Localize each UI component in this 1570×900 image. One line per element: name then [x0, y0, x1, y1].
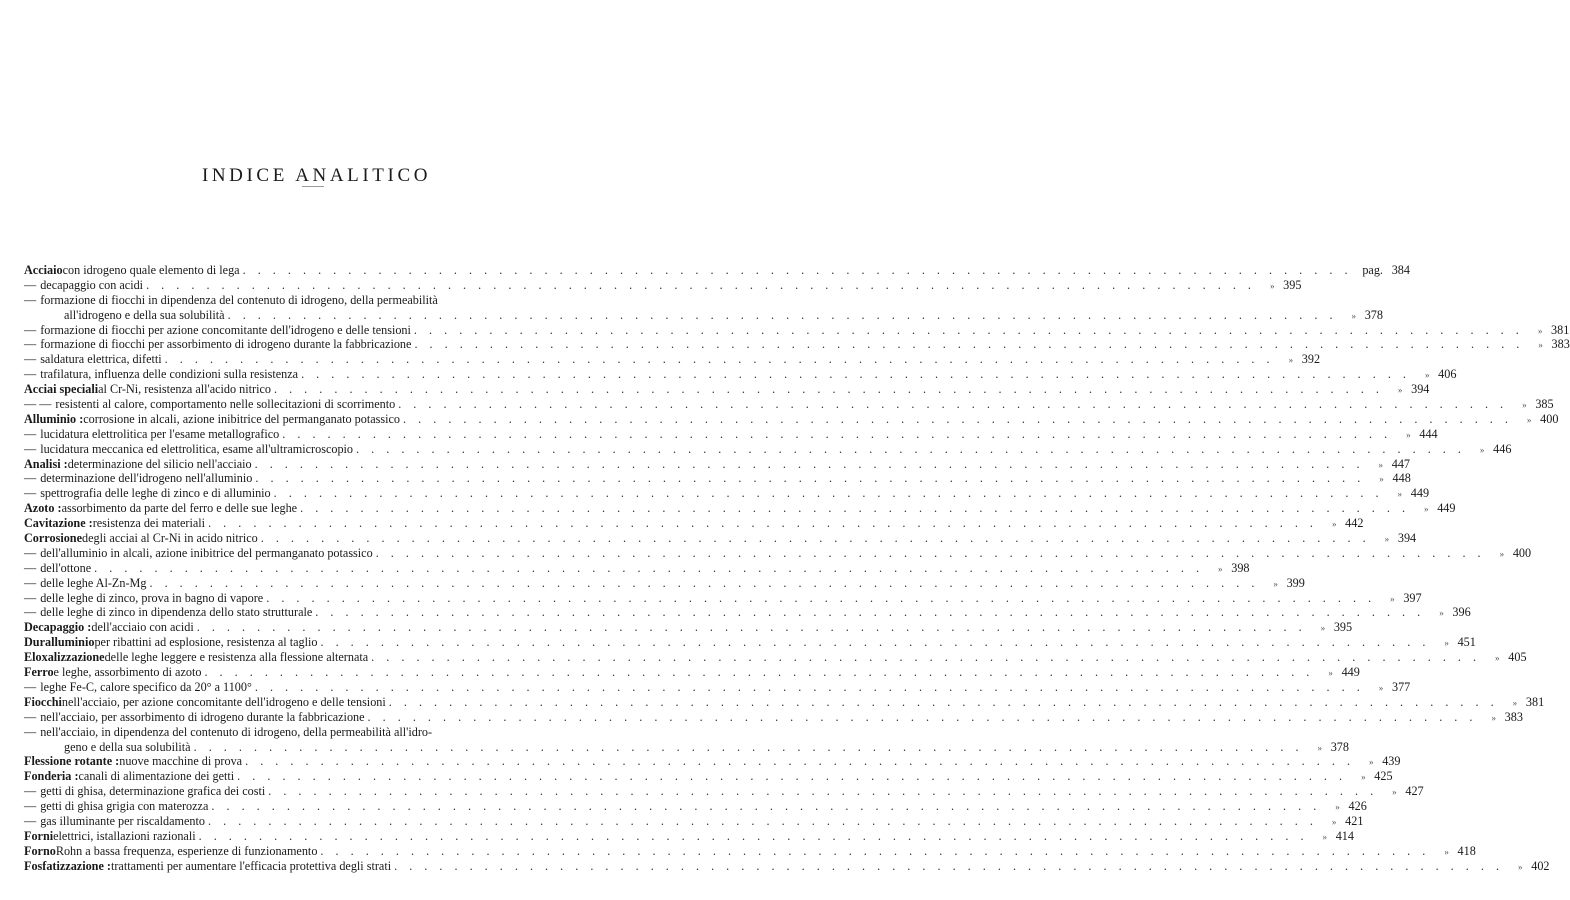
page-number: 405: [1508, 650, 1527, 665]
title-divider: [302, 186, 324, 187]
index-entry: [24, 665, 1360, 680]
entry-dash: —: [24, 605, 37, 620]
page-number: 383: [1504, 709, 1523, 724]
dot-leader: [274, 382, 1383, 397]
dot-leader: [165, 352, 1274, 367]
page-ref-marker: »: [1495, 653, 1500, 664]
page-ref-marker: »: [1479, 444, 1485, 455]
page-number: 396: [1452, 605, 1471, 620]
entry-text: dell'ottone: [40, 560, 92, 575]
index-entry: [24, 694, 1545, 710]
page-number: 448: [1392, 471, 1411, 486]
entry-dash: —: [24, 337, 37, 352]
entry-text: spettrografia delle leghe di zinco e di alluminio: [40, 486, 271, 501]
page-ref-marker: »: [1499, 548, 1505, 559]
entry-text: formazione di fiocchi per azione concomitante dell'idrogeno e delle tensioni: [40, 322, 411, 337]
dot-leader: [268, 784, 1377, 799]
dot-leader: [301, 367, 1410, 382]
page-ref-marker: »: [1392, 787, 1397, 798]
dot-leader: [199, 829, 1308, 844]
entry-heading: Flessione rotante :: [24, 754, 120, 769]
page-number: 397: [1403, 590, 1422, 605]
dot-leader: [300, 501, 1409, 516]
index-entry: [24, 501, 1456, 516]
index-entry: [24, 337, 1570, 352]
dot-leader: [282, 427, 1391, 442]
index-entry: [24, 516, 1364, 531]
entry-heading: Cavitazione :: [24, 516, 93, 531]
dot-leader: [403, 412, 1512, 427]
page-ref-marker: »: [1320, 623, 1326, 634]
page-ref-marker: »: [1512, 697, 1518, 708]
entry-text: getti di ghisa, determinazione grafica dei costi: [40, 784, 266, 799]
page-ref-marker: »: [1397, 385, 1403, 396]
dot-leader: [228, 308, 1337, 323]
page-ref-marker: »: [1397, 489, 1403, 500]
entry-text: trattamenti per aumentare l'efficacia protettiva degli strati: [110, 858, 392, 873]
entry-dash: —: [24, 545, 37, 560]
page-ref-marker: »: [1423, 504, 1429, 515]
entry-text: determinazione del silicio nell'acciaio: [67, 456, 252, 471]
entry-dash: —: [24, 560, 37, 575]
page-ref-marker: »: [1491, 712, 1496, 723]
entry-heading: Eloxalizzazione: [24, 650, 105, 665]
page-number: 406: [1438, 367, 1457, 382]
entry-dash: —: [24, 441, 37, 456]
entry-text: delle leghe leggere e resistenza alla flessione alternata: [104, 650, 369, 665]
index-entry: [24, 397, 1554, 412]
page-ref-marker: »: [1351, 310, 1356, 321]
entry-text: Rohn a bassa frequenza, esperienze di funzionamento: [55, 843, 318, 858]
dot-leader: [204, 665, 1313, 680]
entry-text: per ribattini ad esplosione, resistenza al taglio: [94, 635, 318, 650]
page-ref-marker: »: [1331, 519, 1337, 530]
page-ref-marker: »: [1538, 340, 1543, 351]
entry-text: resistenti al calore, comportamento nelle sollecitazioni di scorrimento: [55, 397, 396, 412]
entry-dash: —: [24, 352, 37, 367]
index-entry: [24, 560, 1250, 576]
page-ref-marker: »: [1444, 846, 1449, 857]
entry-text: lucidatura elettrolitica per l'esame metallografico: [40, 426, 280, 441]
entry-heading: Duralluminio: [24, 635, 95, 650]
entry-heading: Fiocchi: [24, 694, 62, 709]
page-number: 378: [1364, 307, 1383, 322]
index-entry: [24, 471, 1411, 486]
dot-leader: [414, 323, 1523, 338]
dot-leader: [208, 516, 1317, 531]
entry-text: delle leghe di zinco, prova in bagno di vapore: [40, 590, 264, 605]
index-entry: [24, 411, 1559, 427]
page-number: 400: [1540, 411, 1559, 426]
entry-heading: Forni: [24, 828, 54, 843]
entry-text: dell'alluminio in alcali, azione inibitrice del permanganato potassico: [40, 545, 373, 560]
index-entry: [24, 650, 1527, 665]
entry-text: all'idrogeno e della sua solubilità: [64, 307, 225, 322]
page-number: 425: [1374, 769, 1393, 784]
page-number: 381: [1551, 322, 1570, 337]
entry-text: saldatura elettrica, difetti: [40, 352, 162, 367]
index-entry: [24, 635, 1476, 650]
page-ref-marker: »: [1331, 816, 1337, 827]
page-ref-marker: pag.: [1362, 263, 1383, 277]
page-number: 451: [1457, 635, 1476, 650]
page-ref-marker: »: [1335, 802, 1340, 813]
entry-text: assorbimento da parte del ferro e delle sue leghe: [61, 501, 298, 516]
page-number: 399: [1286, 575, 1305, 590]
dot-leader: [356, 442, 1465, 457]
entry-text: resistenza dei materiali: [92, 516, 206, 531]
page-ref-marker: »: [1368, 757, 1374, 768]
index-entry: [24, 590, 1422, 606]
page-number: 449: [1341, 665, 1360, 680]
dot-leader: [146, 278, 1255, 293]
index-entry: [24, 367, 1457, 382]
page-number: 444: [1419, 426, 1438, 441]
dot-leader: [211, 799, 1320, 814]
entry-heading: Acciai speciali: [24, 382, 99, 397]
dot-leader: [245, 754, 1354, 769]
entry-dash: —: [24, 575, 37, 590]
page-ref-marker: »: [1378, 459, 1383, 470]
entry-heading: Corrosione: [24, 531, 82, 546]
dot-leader: [237, 769, 1346, 784]
entry-heading: Ferro: [24, 665, 54, 680]
page-number: 439: [1382, 754, 1401, 769]
entry-text: formazione di fiocchi per assorbimento di idrogeno durante la fabbricazione: [40, 337, 412, 352]
entry-text: elettrici, istallazioni razionali: [53, 828, 196, 843]
entry-heading: Alluminio :: [24, 411, 84, 426]
entry-text: nuove macchine di prova: [119, 754, 243, 769]
index-entry: [24, 456, 1410, 472]
page-number: 383: [1551, 337, 1570, 352]
index-entry: [24, 486, 1430, 501]
dot-leader: [255, 471, 1364, 486]
page-number: 402: [1531, 858, 1550, 873]
page-number: 377: [1391, 679, 1411, 694]
index-entry: [24, 620, 1353, 635]
entry-dash: —: [24, 709, 37, 724]
index-entry: [24, 725, 587, 740]
index-entry: [24, 813, 1364, 829]
dot-leader: [394, 859, 1503, 874]
page-number: 394: [1411, 382, 1430, 397]
index-entry: [24, 382, 1430, 397]
dot-leader: [194, 740, 1303, 755]
dot-leader: [320, 635, 1429, 650]
entry-heading: Acciaio: [24, 263, 63, 277]
index-entry: [24, 858, 1550, 874]
entry-text: delle leghe di zinco in dipendenza dello stato strutturale: [40, 605, 313, 620]
index-entry: [24, 575, 1305, 591]
page-number: 392: [1301, 352, 1321, 367]
entry-dash: —: [24, 799, 37, 814]
dot-leader: [368, 710, 1477, 725]
dot-leader: [389, 695, 1498, 710]
index-entry: [24, 799, 1367, 814]
entry-dash: —: [24, 277, 37, 292]
page-ref-marker: »: [1288, 355, 1294, 366]
entry-dash: —: [24, 724, 37, 739]
entry-heading: Forno: [24, 843, 56, 858]
page-number: 418: [1457, 843, 1476, 858]
dot-leader: [208, 814, 1317, 829]
page-number: 426: [1348, 799, 1367, 814]
entry-dash: —: [24, 367, 37, 382]
page-number: 427: [1405, 784, 1424, 799]
dot-leader: [261, 531, 1370, 546]
entry-text: decapaggio con acidi: [40, 277, 144, 292]
page-number: 378: [1330, 739, 1349, 754]
entry-text: canali di alimentazione dei getti: [78, 769, 235, 784]
page-ref-marker: »: [1273, 578, 1278, 589]
index-entry: [24, 352, 1321, 367]
entry-dash: —: [24, 486, 37, 501]
dot-leader: [197, 620, 1306, 635]
page-number: 381: [1525, 694, 1545, 709]
page-number: 398: [1231, 560, 1250, 575]
entry-dash: —: [24, 590, 37, 605]
entry-text: delle leghe Al-Zn-Mg: [40, 575, 147, 590]
index-entry: [24, 531, 1417, 546]
entry-heading: Analisi :: [24, 456, 68, 471]
page-number: 384: [1391, 263, 1410, 277]
entry-heading: Fosfatizzazione :: [24, 858, 111, 873]
index-list: [24, 263, 1570, 874]
page-number: 385: [1535, 397, 1554, 412]
page-number: 449: [1437, 501, 1456, 516]
index-entry: [24, 828, 1354, 844]
dot-leader: [149, 576, 1258, 591]
index-entry: [24, 277, 1302, 293]
page-number: 395: [1333, 620, 1353, 635]
entry-text: determinazione dell'idrogeno nell'alluminio: [40, 471, 253, 486]
dot-leader: [320, 844, 1429, 859]
dot-leader: [266, 591, 1375, 606]
page-ref-marker: »: [1518, 861, 1523, 872]
entry-dash: —: [24, 292, 37, 307]
dot-leader: [255, 680, 1364, 695]
entry-text: getti di ghisa grigia con materozza: [40, 799, 209, 814]
entry-heading: Decapaggio :: [24, 620, 92, 635]
entry-dash: —: [24, 322, 37, 337]
entry-text: al Cr-Ni, resistenza all'acido nitrico: [98, 382, 271, 397]
entry-dash: —: [24, 679, 37, 694]
page-number: 442: [1345, 516, 1364, 531]
index-entry: [24, 843, 1476, 859]
page-number: 395: [1283, 277, 1302, 292]
page-ref-marker: »: [1378, 682, 1384, 693]
entry-dash: — —: [24, 397, 52, 412]
page-title: INDICE ANALITICO: [201, 164, 432, 186]
page-number: 421: [1345, 813, 1364, 828]
dot-leader: [274, 486, 1383, 501]
entry-text: degli acciai al Cr-Ni in acido nitrico: [82, 531, 258, 546]
index-entry: [24, 307, 1383, 323]
entry-dash: —: [24, 784, 37, 799]
page-number: 446: [1493, 441, 1512, 456]
page-ref-marker: »: [1406, 429, 1411, 440]
page-ref-marker: »: [1384, 534, 1390, 545]
page-ref-marker: »: [1526, 414, 1532, 425]
page-number: 449: [1410, 486, 1430, 501]
entry-text: geno e della sua solubilità: [64, 739, 191, 754]
page-ref-marker: »: [1522, 400, 1527, 411]
index-entry: [24, 441, 1512, 457]
page-number: 447: [1391, 456, 1410, 471]
index-entry: [24, 709, 1523, 725]
entry-text: nell'acciaio, per assorbimento di idrogeno durante la fabbricazione: [40, 709, 365, 724]
page-ref-marker: »: [1317, 742, 1322, 753]
index-entry: [24, 784, 1424, 799]
entry-dash: —: [24, 813, 37, 828]
entry-text: leghe Fe-C, calore specifico da 20° a 1100°: [40, 679, 252, 694]
entry-heading: Azoto :: [24, 501, 62, 516]
page-ref-marker: »: [1537, 325, 1543, 336]
index-entry: [24, 769, 1393, 784]
index-entry: [24, 754, 1401, 769]
entry-text: gas illuminante per riscaldamento: [40, 813, 206, 828]
dot-leader: [376, 546, 1485, 561]
page-ref-marker: »: [1379, 474, 1384, 485]
entry-text: corrosione in alcali, azione inibitrice del permanganato potassico: [83, 411, 401, 426]
dot-leader: [398, 397, 1507, 412]
page-ref-marker: »: [1328, 668, 1333, 679]
entry-text: e leghe, assorbimento di azoto: [53, 665, 202, 680]
index-entry: [24, 322, 1570, 338]
entry-text: con idrogeno quale elemento di lega: [62, 263, 240, 277]
entry-text: trafilatura, influenza delle condizioni sulla resistenza: [40, 367, 299, 382]
page-ref-marker: »: [1361, 772, 1366, 783]
index-entry: [24, 263, 1410, 278]
page-ref-marker: »: [1269, 280, 1275, 291]
page-ref-marker: »: [1218, 563, 1223, 574]
index-entry: [24, 293, 587, 308]
entry-dash: —: [24, 426, 37, 441]
index-entry: [24, 605, 1471, 620]
page-number: 414: [1335, 828, 1354, 843]
page-ref-marker: »: [1390, 593, 1395, 604]
dot-leader: [371, 650, 1480, 665]
dot-leader: [94, 561, 1203, 576]
entry-text: lucidatura meccanica ed elettrolitica, esame all'ultramicroscopio: [40, 441, 354, 456]
page-ref-marker: »: [1444, 638, 1449, 649]
entry-text: nell'acciaio, per azione concomitante dell'idrogeno e delle tensioni: [61, 694, 386, 709]
dot-leader: [255, 457, 1364, 472]
index-entry: [24, 426, 1438, 442]
page-number: 394: [1397, 531, 1417, 546]
page-ref-marker: »: [1424, 370, 1430, 381]
entry-text: dell'acciaio con acidi: [91, 620, 194, 635]
page-ref-marker: »: [1439, 608, 1444, 619]
dot-leader: [315, 605, 1424, 620]
index-entry: [24, 545, 1532, 561]
entry-heading: Fonderia :: [24, 769, 79, 784]
page-ref-marker: »: [1322, 831, 1327, 842]
index-entry: [24, 679, 1411, 695]
index-entry: [24, 739, 1349, 755]
dot-leader: [414, 337, 1523, 352]
entry-text: nell'acciaio, in dipendenza del contenuto di idrogeno, della permeabilità all'idro-: [40, 724, 433, 739]
dot-leader: [243, 263, 1352, 278]
entry-text: formazione di fiocchi in dipendenza del contenuto di idrogeno, della permeabilità: [40, 292, 438, 307]
page-number: 400: [1512, 545, 1532, 560]
entry-dash: —: [24, 471, 37, 486]
